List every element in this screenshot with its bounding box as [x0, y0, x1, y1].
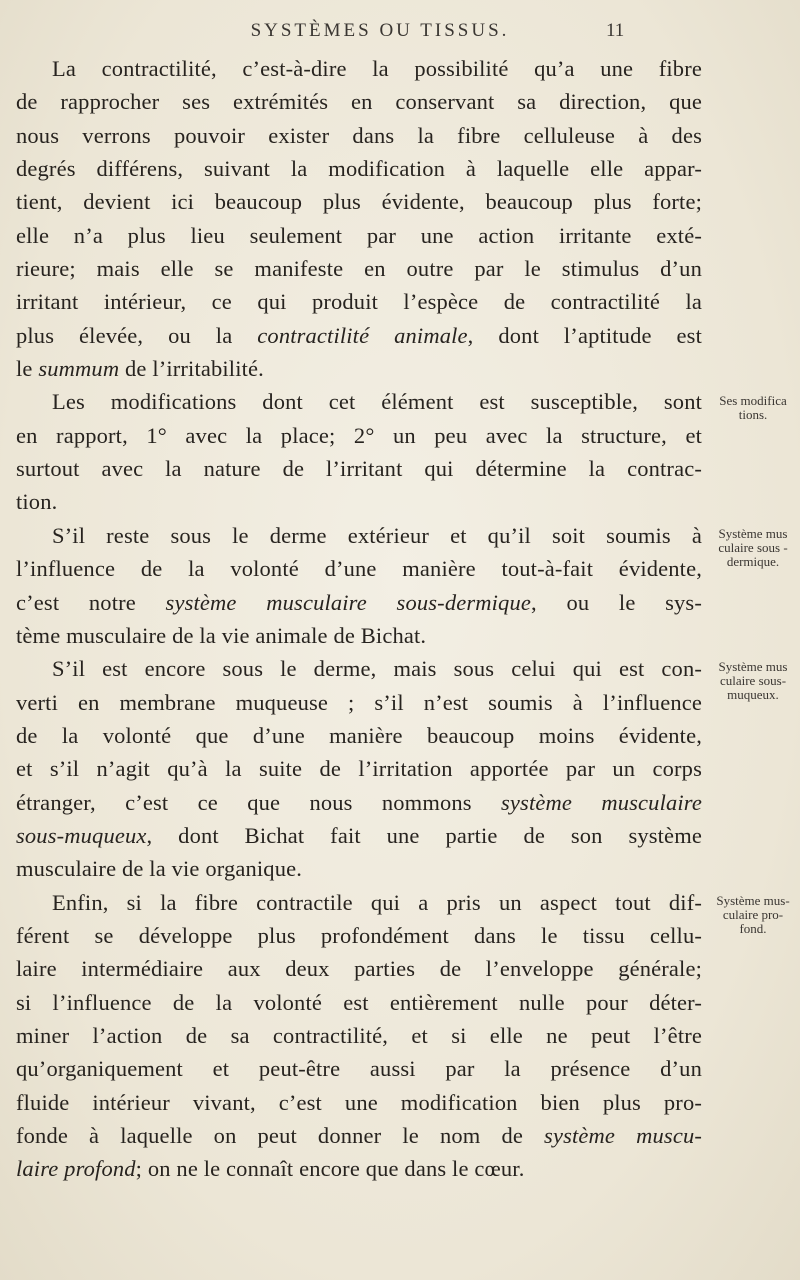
- text-line: [16, 1152, 702, 1185]
- text-segment: le: [16, 356, 39, 382]
- text-line: [16, 586, 702, 619]
- text-segment: étranger, c’est ce que nous nommons: [16, 789, 501, 815]
- text-segment: S’il est encore sous le derme, mais sous celui qui est con-: [52, 656, 702, 682]
- text-line: [16, 686, 702, 719]
- text-line: [16, 52, 702, 85]
- margin-note: [710, 660, 796, 702]
- text-line: [16, 886, 702, 919]
- text-segment: miner l’action de sa contractilité, et si elle ne peut l’être: [16, 1022, 702, 1048]
- margin-note: [710, 527, 796, 569]
- margin-note: [710, 394, 796, 422]
- text-line: [16, 1086, 702, 1119]
- text-line: [16, 752, 702, 785]
- margin-note-line: culaire sous-: [719, 673, 787, 689]
- italic-term: laire profond: [16, 1156, 136, 1182]
- text-line: [16, 319, 702, 352]
- text-segment: de la volonté que d’une manière beaucoup moins évidente,: [16, 722, 702, 748]
- text-line: [16, 285, 702, 318]
- text-line: [16, 152, 702, 185]
- text-segment: qu’organiquement et peut-être aussi par la présence d’un: [16, 1056, 702, 1082]
- text-line: [16, 185, 702, 218]
- margin-note-line: tions.: [738, 406, 768, 422]
- text-line: [16, 119, 702, 152]
- margin-note: [710, 894, 796, 936]
- text-segment: férent se développe plus profondément dans le tissu cellu-: [16, 922, 702, 948]
- italic-term: système musculaire sous-dermique: [165, 589, 531, 615]
- text-segment: irritant intérieur, ce qui produit l’espèce de contractilité la: [16, 289, 702, 315]
- text-segment: rieure; mais elle se manifeste en outre par le stimulus d’un: [16, 256, 702, 282]
- margin-note-line: fond.: [739, 920, 767, 936]
- margin-note-line: muqueux.: [727, 687, 779, 703]
- italic-term: sous-muqueux: [16, 822, 147, 848]
- page-number: 11: [606, 20, 625, 41]
- text-segment: , ou le sys-: [531, 589, 702, 615]
- text-segment: de l’irritabilité.: [119, 356, 264, 382]
- text-line: [16, 252, 702, 285]
- italic-term: système muscu-: [544, 1123, 703, 1148]
- text-line: [16, 786, 702, 819]
- text-segment: S’il reste sous le derme extérieur et qu’il soit soumis à: [52, 522, 702, 548]
- text-segment: , dont l’aptitude est: [467, 322, 702, 348]
- text-segment: plus élevée, ou la: [16, 322, 258, 348]
- text-line: [16, 652, 702, 685]
- margin-note-line: culaire pro-: [722, 906, 784, 922]
- text-line: [16, 452, 702, 485]
- italic-term: summum: [38, 356, 120, 382]
- text-segment: de rapprocher ses extrémités en conservant sa direction, que: [16, 89, 702, 115]
- text-line: [16, 85, 702, 118]
- text-line: [16, 419, 702, 452]
- margin-note-line: dermique.: [726, 553, 780, 569]
- text-line: [16, 1119, 702, 1152]
- text-segment: tion.: [16, 489, 58, 515]
- text-segment: Enfin, si la fibre contractile qui a pris un aspect tout dif-: [52, 889, 702, 915]
- text-segment: musculaire de la vie organique.: [16, 856, 303, 882]
- margin-note-line: culaire sous -: [718, 539, 788, 555]
- text-line: [16, 519, 702, 552]
- italic-term: contractilité animale: [257, 322, 468, 348]
- text-segment: elle n’a plus lieu seulement par une action irritante exté-: [16, 222, 702, 248]
- text-segment: laire intermédiaire aux deux parties de l’enveloppe générale;: [16, 956, 702, 982]
- text-segment: , dont Bichat fait une partie de son système: [146, 822, 702, 848]
- text-segment: degrés différens, suivant la modification à laquelle elle appar-: [16, 156, 702, 182]
- text-segment: surtout avec la nature de l’irritant qui détermine la contrac-: [16, 456, 702, 482]
- text-segment: ; on ne le connaît encore que dans le cœur.: [135, 1156, 525, 1182]
- text-segment: Les modifications dont cet élément est susceptible, sont: [52, 389, 702, 415]
- italic-term: système musculaire: [501, 789, 702, 815]
- text-line: [16, 919, 702, 952]
- body-text: [16, 52, 702, 1186]
- text-line: [16, 552, 702, 585]
- text-segment: tient, devient ici beaucoup plus évidente, beaucoup plus forte;: [16, 189, 702, 215]
- text-line: [16, 352, 702, 385]
- margin-note-line: Ses modifica: [719, 392, 787, 408]
- text-line: [16, 485, 702, 518]
- text-line: [16, 1052, 702, 1085]
- text-segment: si l’influence de la volonté est entièrement nulle pour déter-: [16, 989, 702, 1015]
- margin-note-line: Système mus: [718, 525, 788, 541]
- text-line: [16, 952, 702, 985]
- text-line: [16, 719, 702, 752]
- text-line: [16, 1019, 702, 1052]
- text-segment: fonde à laquelle on peut donner le nom de: [16, 1123, 545, 1148]
- text-segment: tème musculaire de la vie animale de Bichat.: [16, 622, 427, 648]
- text-segment: et s’il n’agit qu’à la suite de l’irritation apportée par un corps: [16, 756, 702, 782]
- margin-note-line: Système mus-: [716, 892, 790, 908]
- text-line: [16, 852, 702, 885]
- margin-note-line: Système mus: [718, 659, 788, 675]
- text-segment: fluide intérieur vivant, c’est une modification bien plus pro-: [16, 1089, 702, 1115]
- text-line: [16, 619, 702, 652]
- text-line: [16, 219, 702, 252]
- text-segment: l’influence de la volonté d’une manière tout-à-fait évidente,: [16, 556, 702, 582]
- text-line: [16, 986, 702, 1019]
- text-line: [16, 819, 702, 852]
- text-line: [16, 385, 702, 418]
- text-segment: en rapport, 1° avec la place; 2° un peu avec la structure, et: [16, 422, 702, 448]
- running-title: SYSTÈMES OU TISSUS.: [250, 20, 510, 41]
- text-segment: verti en membrane muqueuse ; s’il n’est soumis à l’influence: [16, 689, 702, 715]
- text-segment: La contractilité, c’est-à-dire la possibilité qu’a une fibre: [52, 56, 702, 81]
- text-segment: nous verrons pouvoir exister dans la fibre celluleuse à des: [16, 122, 702, 148]
- text-segment: c’est notre: [16, 589, 166, 615]
